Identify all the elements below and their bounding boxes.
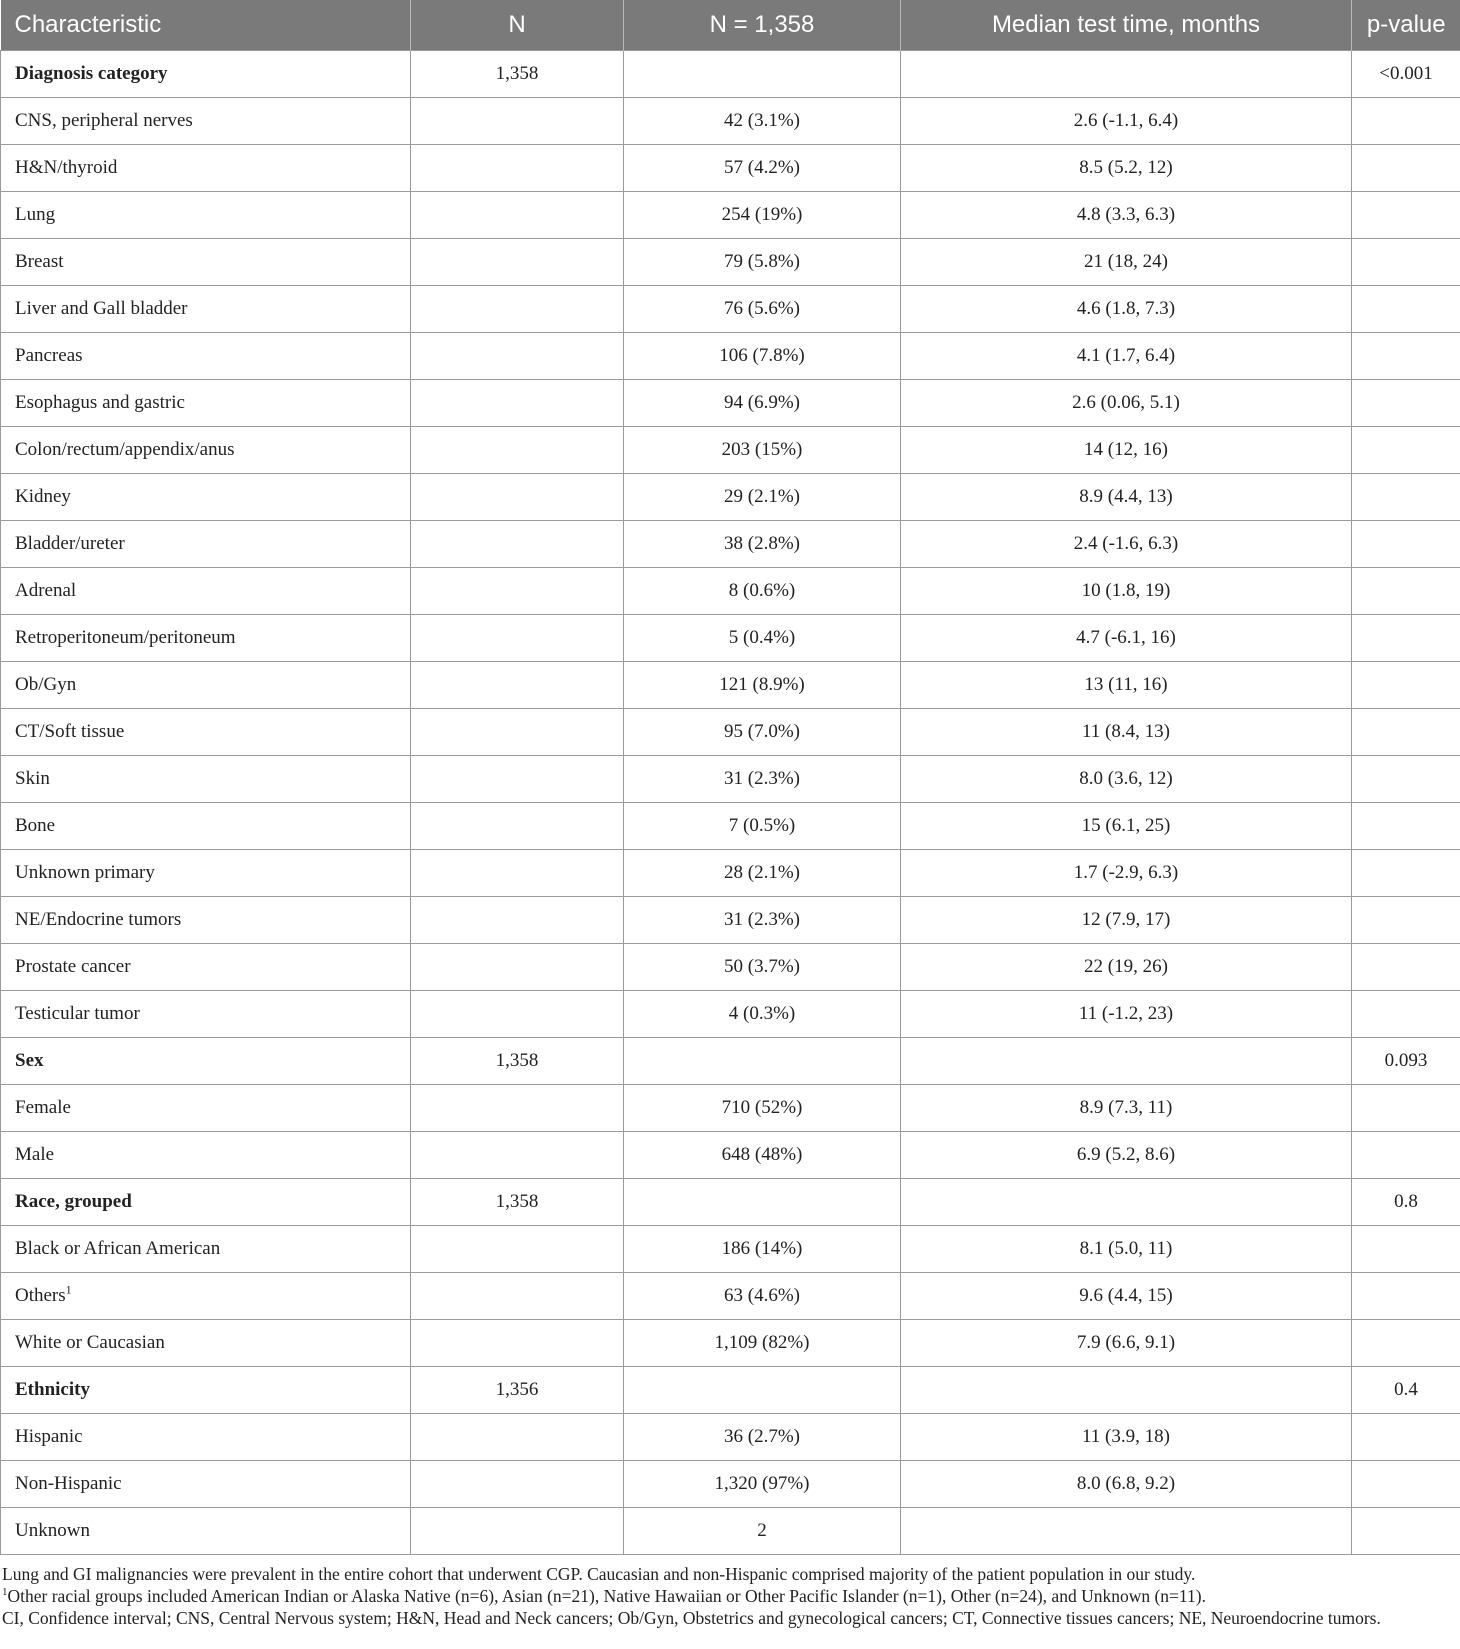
cell-p-value: [1352, 756, 1460, 803]
cell-median: 8.9 (7.3, 11): [901, 1085, 1352, 1132]
table-row: [1, 615, 1460, 662]
footnote-marker: 1: [2, 1586, 8, 1599]
table-row: [1, 98, 1460, 145]
cell-p-value: [1352, 1320, 1460, 1367]
table-row: [1, 521, 1460, 568]
cell-p-value: [1352, 145, 1460, 192]
cell-count: [624, 1038, 901, 1085]
characteristic-label: Female: [15, 1097, 71, 1118]
cell-p-value: [1352, 897, 1460, 944]
cell-p-value: [1352, 1273, 1460, 1320]
cell-median: [901, 51, 1352, 98]
cell-p-value: 0.093: [1352, 1038, 1460, 1085]
table-row: [1, 897, 1460, 944]
cell-n: [411, 944, 624, 991]
table-row: [1, 756, 1460, 803]
table-row: [1, 1273, 1460, 1320]
cell-p-value: [1352, 1085, 1460, 1132]
cell-characteristic: [1, 380, 411, 427]
cell-characteristic: [1, 803, 411, 850]
table-row: [1, 991, 1460, 1038]
table-row: [1, 1461, 1460, 1508]
cell-characteristic: [1, 1226, 411, 1273]
cell-n: [411, 615, 624, 662]
characteristic-label: Breast: [15, 251, 64, 272]
cell-count: 4 (0.3%): [624, 991, 901, 1038]
cell-p-value: [1352, 1414, 1460, 1461]
cell-p-value: [1352, 944, 1460, 991]
cell-p-value: [1352, 239, 1460, 286]
cell-median: 8.9 (4.4, 13): [901, 474, 1352, 521]
cell-characteristic: [1, 568, 411, 615]
cell-count: 42 (3.1%): [624, 98, 901, 145]
cell-n: [411, 709, 624, 756]
characteristic-label: White or Caucasian: [15, 1332, 165, 1353]
cell-median: 2.6 (-1.1, 6.4): [901, 98, 1352, 145]
characteristic-label: Race, grouped: [15, 1191, 132, 1212]
abbreviations-note: CI, Confidence interval; CNS, Central Nervous system; H&N, Head and Neck cancers; Ob/Gyn, Obstetrics and gynecological cancers; CT, Connective tissues cancers; NE, Neuroendocrine tumors.: [2, 1608, 1381, 1628]
cell-median: 11 (-1.2, 23): [901, 991, 1352, 1038]
table-row: [1, 380, 1460, 427]
table-row: [1, 709, 1460, 756]
cell-characteristic: [1, 1085, 411, 1132]
characteristic-label: Unknown primary: [15, 862, 155, 883]
cell-count: 76 (5.6%): [624, 286, 901, 333]
cell-count: [624, 1179, 901, 1226]
cell-median: 15 (6.1, 25): [901, 803, 1352, 850]
cell-characteristic: [1, 286, 411, 333]
cell-n: [411, 1461, 624, 1508]
cell-p-value: [1352, 474, 1460, 521]
cell-characteristic: [1, 239, 411, 286]
characteristic-label: Bladder/ureter: [15, 533, 125, 554]
cell-count: [624, 51, 901, 98]
cell-count: 28 (2.1%): [624, 850, 901, 897]
characteristic-label: Adrenal: [15, 580, 77, 601]
cell-n: [411, 1320, 624, 1367]
header-n-total: N = 1,358: [624, 0, 901, 51]
cell-characteristic: [1, 145, 411, 192]
cell-count: 29 (2.1%): [624, 474, 901, 521]
cell-p-value: [1352, 662, 1460, 709]
table-row: [1, 1226, 1460, 1273]
characteristic-label: Non-Hispanic: [15, 1473, 122, 1494]
cell-characteristic: [1, 709, 411, 756]
cell-median: 2.6 (0.06, 5.1): [901, 380, 1352, 427]
cell-characteristic: [1, 1367, 411, 1414]
cell-p-value: [1352, 568, 1460, 615]
cell-median: 8.0 (3.6, 12): [901, 756, 1352, 803]
cell-count: 203 (15%): [624, 427, 901, 474]
cell-median: 4.1 (1.7, 6.4): [901, 333, 1352, 380]
cell-median: 12 (7.9, 17): [901, 897, 1352, 944]
cell-p-value: 0.4: [1352, 1367, 1460, 1414]
characteristic-label: Retroperitoneum/peritoneum: [15, 627, 236, 648]
cell-median: [901, 1367, 1352, 1414]
cell-count: 95 (7.0%): [624, 709, 901, 756]
cell-median: 9.6 (4.4, 15): [901, 1273, 1352, 1320]
cell-characteristic: [1, 1320, 411, 1367]
cell-characteristic: [1, 192, 411, 239]
cell-p-value: 0.8: [1352, 1179, 1460, 1226]
cell-characteristic: [1, 662, 411, 709]
cell-n: [411, 662, 624, 709]
cell-count: 38 (2.8%): [624, 521, 901, 568]
cell-n: [411, 897, 624, 944]
header-median-test-time: Median test time, months: [901, 0, 1352, 51]
cell-p-value: [1352, 333, 1460, 380]
cell-n: [411, 756, 624, 803]
cell-n: [411, 1508, 624, 1555]
cell-characteristic: [1, 944, 411, 991]
cell-p-value: [1352, 1132, 1460, 1179]
cell-characteristic: [1, 521, 411, 568]
cell-p-value: [1352, 1226, 1460, 1273]
characteristic-label: Kidney: [15, 486, 71, 507]
cell-median: 8.0 (6.8, 9.2): [901, 1461, 1352, 1508]
cell-p-value: [1352, 850, 1460, 897]
cell-median: 11 (3.9, 18): [901, 1414, 1352, 1461]
cell-count: 1,109 (82%): [624, 1320, 901, 1367]
cell-count: 79 (5.8%): [624, 239, 901, 286]
characteristic-label: Skin: [15, 768, 50, 789]
cell-median: 6.9 (5.2, 8.6): [901, 1132, 1352, 1179]
table-row: [1, 944, 1460, 991]
cell-characteristic: [1, 1414, 411, 1461]
cell-count: 50 (3.7%): [624, 944, 901, 991]
header-n: N: [411, 0, 624, 51]
cell-n: [411, 1273, 624, 1320]
header-p-value: p-value: [1352, 0, 1460, 51]
cell-p-value: [1352, 1461, 1460, 1508]
table-body: [1, 51, 1460, 1555]
cell-median: 8.5 (5.2, 12): [901, 145, 1352, 192]
cell-p-value: [1352, 803, 1460, 850]
cell-n: [411, 427, 624, 474]
table-group-row: [1, 1038, 1460, 1085]
cell-n: [411, 98, 624, 145]
footnote-text: Other racial groups included American Indian or Alaska Native (n=6), Asian (n=21), Native Hawaiian or Other Pacific Islander (n=1), Other (n=24), and Unknown (n=11).: [7, 1586, 1206, 1606]
characteristic-label: Unknown: [15, 1520, 90, 1541]
cell-characteristic: [1, 427, 411, 474]
cell-median: 4.6 (1.8, 7.3): [901, 286, 1352, 333]
cell-n: [411, 850, 624, 897]
characteristic-label: Diagnosis category: [15, 63, 168, 84]
cell-p-value: [1352, 615, 1460, 662]
table-row: [1, 145, 1460, 192]
cell-characteristic: [1, 51, 411, 98]
cell-n: [411, 333, 624, 380]
cell-count: 5 (0.4%): [624, 615, 901, 662]
cell-median: [901, 1038, 1352, 1085]
characteristic-label: Prostate cancer: [15, 956, 131, 977]
characteristic-label: Ethnicity: [15, 1379, 90, 1400]
characteristic-label: CNS, peripheral nerves: [15, 110, 193, 131]
cell-n: [411, 380, 624, 427]
table-row: [1, 192, 1460, 239]
cell-n: [411, 192, 624, 239]
table-row: [1, 662, 1460, 709]
table-row: [1, 1132, 1460, 1179]
cell-count: 36 (2.7%): [624, 1414, 901, 1461]
table-group-row: [1, 51, 1460, 98]
cell-characteristic: [1, 756, 411, 803]
cell-count: 94 (6.9%): [624, 380, 901, 427]
cell-median: 7.9 (6.6, 9.1): [901, 1320, 1352, 1367]
cell-n: [411, 991, 624, 1038]
characteristic-label: Hispanic: [15, 1426, 83, 1447]
cell-characteristic: [1, 1038, 411, 1085]
summary-note: Lung and GI malignancies were prevalent in the entire cohort that underwent CGP. Caucasian and non-Hispanic comprised majority of the patient population in our study.: [2, 1564, 1196, 1584]
table-group-row: [1, 1367, 1460, 1414]
characteristic-label: NE/Endocrine tumors: [15, 909, 182, 930]
table-row: [1, 803, 1460, 850]
cell-n: 1,358: [411, 51, 624, 98]
characteristic-label: Bone: [15, 815, 56, 836]
cell-count: 57 (4.2%): [624, 145, 901, 192]
cell-median: 11 (8.4, 13): [901, 709, 1352, 756]
cell-median: [901, 1179, 1352, 1226]
cell-characteristic: [1, 850, 411, 897]
cell-median: 4.8 (3.3, 6.3): [901, 192, 1352, 239]
table-notes: [0, 1555, 1460, 1629]
cell-count: 121 (8.9%): [624, 662, 901, 709]
cell-p-value: [1352, 1508, 1460, 1555]
characteristic-label: CT/Soft tissue: [15, 721, 125, 742]
cell-count: 63 (4.6%): [624, 1273, 901, 1320]
cell-characteristic: [1, 474, 411, 521]
cell-median: 10 (1.8, 19): [901, 568, 1352, 615]
cell-n: [411, 474, 624, 521]
cell-count: 106 (7.8%): [624, 333, 901, 380]
cell-n: [411, 286, 624, 333]
cell-median: 22 (19, 26): [901, 944, 1352, 991]
characteristic-label: Liver and Gall bladder: [15, 298, 188, 319]
table-row: [1, 1085, 1460, 1132]
cell-n: [411, 568, 624, 615]
characteristic-label: Lung: [15, 204, 56, 225]
table-row: [1, 239, 1460, 286]
cell-count: 7 (0.5%): [624, 803, 901, 850]
cell-count: 2: [624, 1508, 901, 1555]
table-row: [1, 427, 1460, 474]
cell-characteristic: [1, 897, 411, 944]
table-row: [1, 1414, 1460, 1461]
cell-count: [624, 1367, 901, 1414]
cell-count: 710 (52%): [624, 1085, 901, 1132]
cell-n: 1,358: [411, 1038, 624, 1085]
cell-p-value: [1352, 192, 1460, 239]
cell-n: [411, 1414, 624, 1461]
table-group-row: [1, 1179, 1460, 1226]
cell-characteristic: [1, 991, 411, 1038]
cell-n: [411, 1226, 624, 1273]
cell-n: 1,358: [411, 1179, 624, 1226]
cell-median: 8.1 (5.0, 11): [901, 1226, 1352, 1273]
cell-median: 14 (12, 16): [901, 427, 1352, 474]
cell-n: [411, 521, 624, 568]
cell-p-value: [1352, 709, 1460, 756]
cell-characteristic: [1, 615, 411, 662]
cell-n: [411, 1085, 624, 1132]
table-row: [1, 568, 1460, 615]
footnote: [2, 1585, 1458, 1607]
cell-characteristic: [1, 333, 411, 380]
cell-median: 13 (11, 16): [901, 662, 1352, 709]
characteristic-label: Sex: [15, 1050, 44, 1071]
header-characteristic: Characteristic: [1, 0, 411, 51]
cell-count: 254 (19%): [624, 192, 901, 239]
cell-p-value: [1352, 427, 1460, 474]
characteristic-label: H&N/thyroid: [15, 157, 118, 178]
cell-p-value: <0.001: [1352, 51, 1460, 98]
cell-n: [411, 239, 624, 286]
characteristic-label: Esophagus and gastric: [15, 392, 185, 413]
cell-n: 1,356: [411, 1367, 624, 1414]
cell-count: 8 (0.6%): [624, 568, 901, 615]
cell-characteristic: [1, 1179, 411, 1226]
footnote-marker: 1: [65, 1282, 72, 1297]
cell-characteristic: [1, 98, 411, 145]
table-row: [1, 286, 1460, 333]
characteristic-label: Testicular tumor: [15, 1003, 140, 1024]
cell-count: 186 (14%): [624, 1226, 901, 1273]
cell-median: 21 (18, 24): [901, 239, 1352, 286]
cell-n: [411, 803, 624, 850]
cell-median: 1.7 (-2.9, 6.3): [901, 850, 1352, 897]
cell-count: 31 (2.3%): [624, 897, 901, 944]
cell-p-value: [1352, 380, 1460, 427]
table-row: [1, 333, 1460, 380]
cell-n: [411, 1132, 624, 1179]
cell-characteristic: [1, 1461, 411, 1508]
cell-characteristic: [1, 1132, 411, 1179]
table-row: [1, 474, 1460, 521]
characteristic-label: Colon/rectum/appendix/anus: [15, 439, 235, 460]
table-row: [1, 850, 1460, 897]
cell-characteristic: [1, 1508, 411, 1555]
cell-p-value: [1352, 991, 1460, 1038]
characteristic-label: Pancreas: [15, 345, 83, 366]
table-row: [1, 1320, 1460, 1367]
table-header-row: [1, 0, 1460, 51]
cell-characteristic: [1, 1273, 411, 1320]
cell-p-value: [1352, 98, 1460, 145]
characteristic-label: Ob/Gyn: [15, 674, 77, 695]
cell-median: [901, 1508, 1352, 1555]
table-row: [1, 1508, 1460, 1555]
cell-n: [411, 145, 624, 192]
characteristic-label: Black or African American: [15, 1238, 221, 1259]
cell-count: 1,320 (97%): [624, 1461, 901, 1508]
cell-median: 2.4 (-1.6, 6.3): [901, 521, 1352, 568]
cell-p-value: [1352, 286, 1460, 333]
cell-count: 31 (2.3%): [624, 756, 901, 803]
characteristic-label: Others: [15, 1285, 66, 1306]
cell-count: 648 (48%): [624, 1132, 901, 1179]
cell-median: 4.7 (-6.1, 16): [901, 615, 1352, 662]
characteristic-label: Male: [15, 1144, 55, 1165]
cell-p-value: [1352, 521, 1460, 568]
